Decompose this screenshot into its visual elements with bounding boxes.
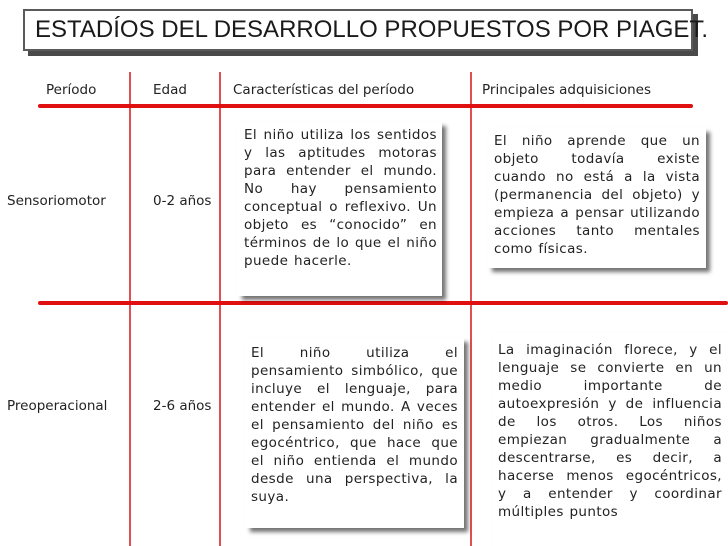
page-title: ESTADÍOS DEL DESARROLLO PROPUESTOS POR PIAGET. [35, 16, 709, 43]
title-box [23, 9, 709, 51]
row2-caracteristicas: El niño utiliza el pensamiento simbólico, que incluye el lenguaje, para entender el mundo. A veces el pensamiento del niño es egocéntrico, que hace que el niño entienda el mundo desde una perspectiva, la suya. [251, 345, 458, 505]
header-divider [38, 104, 693, 108]
row2-caracteristicas-box [246, 338, 464, 528]
row1-adquisiciones-box [488, 128, 706, 268]
row2-periodo: Preoperacional [7, 398, 108, 414]
row1-adquisiciones: El niño aprende que un objeto todavía existe cuando no está a la vista (permanencia del objeto) y empieza a pensar utilizando acciones tanto mentales como físicas. [494, 133, 700, 257]
row2-edad: 2-6 años [153, 398, 212, 414]
row-divider [38, 301, 728, 305]
row2-adquisiciones: La imaginación florece, y el lenguaje se convierte en un medio importante de autoexpresión y de influencia de los otros. Los niños empiezan gradualmente a descentrarse, es decir, a hacerse menos egocéntricos, y a entender y coordinar múltiples puntos [498, 342, 722, 520]
row1-caracteristicas: El niño utiliza los sentidos y las aptitudes motoras para entender el mundo. No hay pensamiento conceptual o reflexivo. Un objeto es “conocido” en términos de lo que el niño puede hacerle. [244, 127, 437, 269]
column-separator [470, 72, 472, 546]
row1-caracteristicas-box [238, 122, 442, 296]
column-separator [129, 72, 131, 546]
row2-adquisiciones-box [492, 333, 728, 546]
header-adquisiciones: Principales adquisiciones [482, 82, 651, 98]
header-edad: Edad [153, 82, 187, 98]
column-separator [219, 72, 221, 546]
header-periodo: Período [46, 82, 97, 98]
row1-edad: 0-2 años [153, 193, 212, 209]
header-caracteristicas: Características del período [233, 82, 415, 98]
row1-periodo: Sensoriomotor [7, 193, 106, 209]
